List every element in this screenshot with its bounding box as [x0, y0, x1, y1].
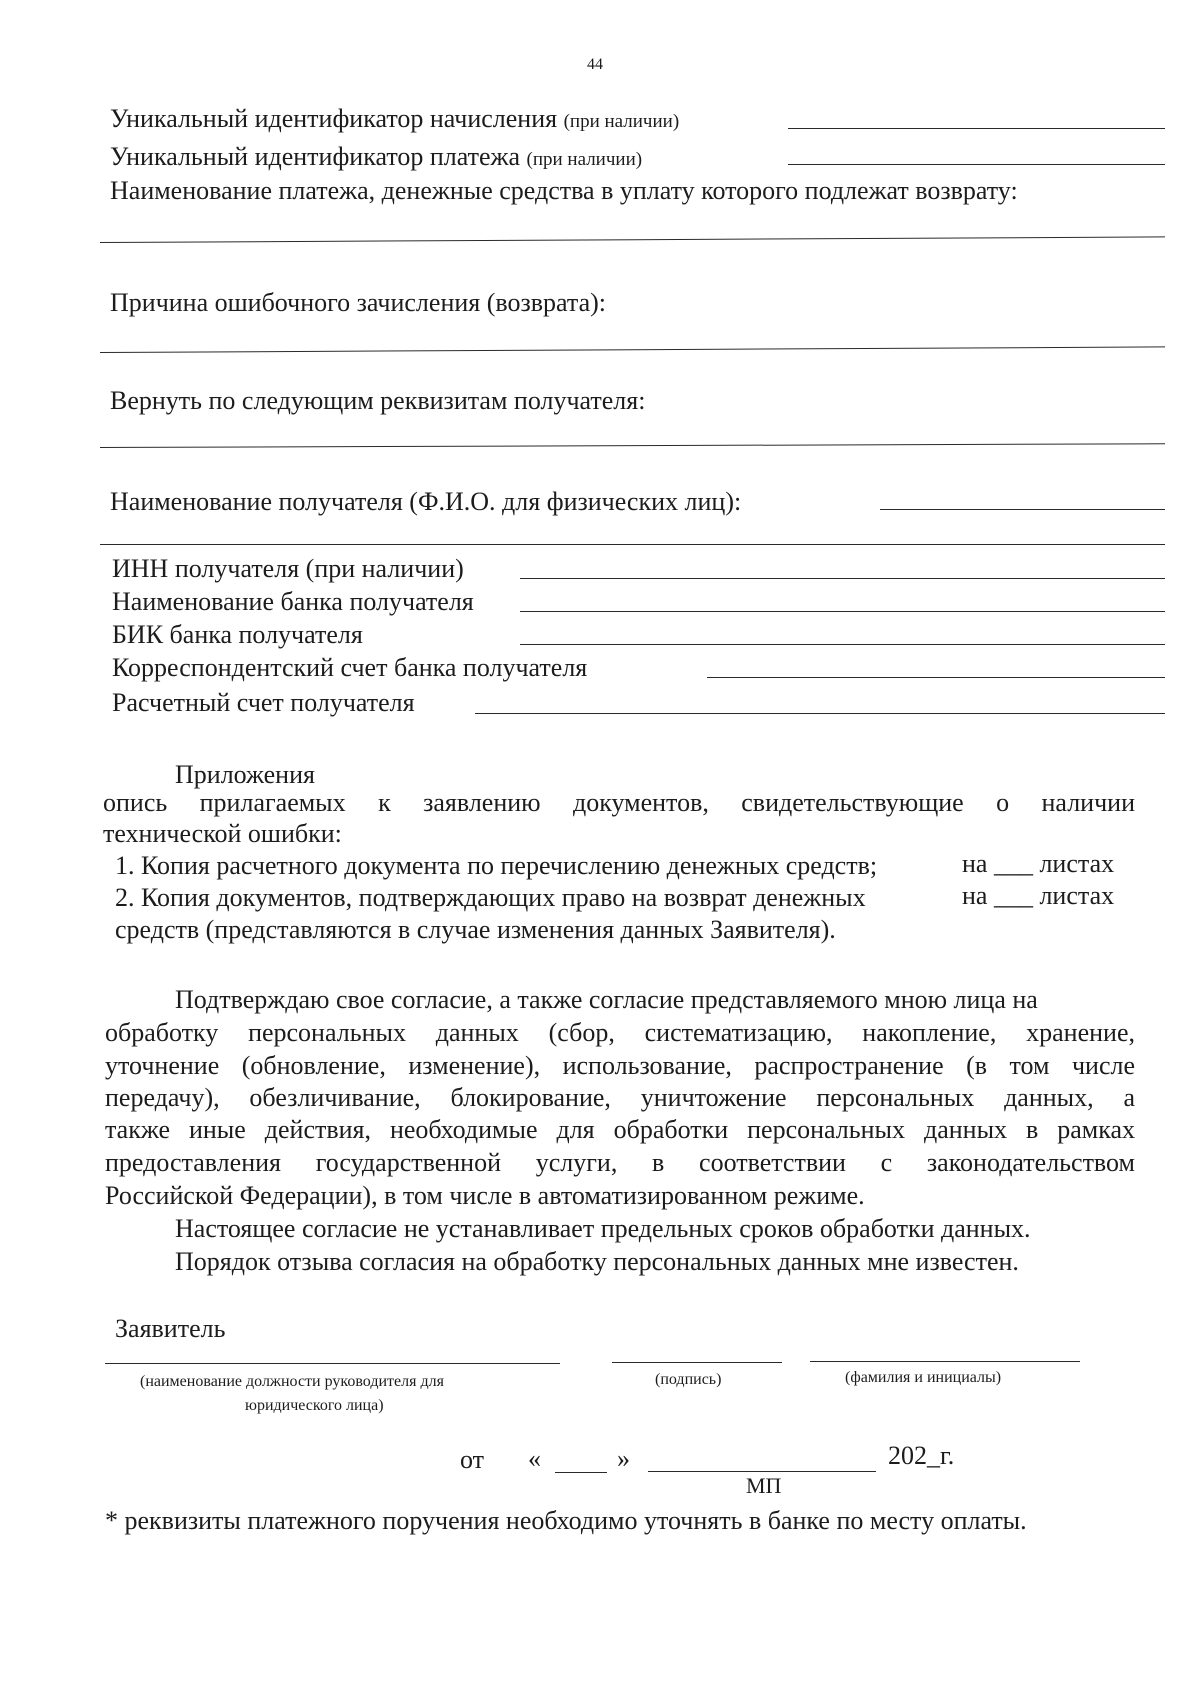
bank-name-label: Наименование банка получателя: [112, 587, 474, 616]
date-month-field[interactable]: [648, 1471, 876, 1472]
consent-line: предоставления государственной услуги, в соответствии с законодательством: [105, 1148, 1135, 1177]
payment-id-label: [110, 144, 642, 170]
inn-label: ИНН получателя (при наличии): [112, 554, 464, 583]
name-caption: (фамилия и инициалы): [845, 1369, 1002, 1386]
applicant-label: Заявитель: [115, 1314, 226, 1343]
recipient-name-label: Наименование получателя (Ф.И.О. для физических лиц):: [110, 487, 742, 516]
attachment-item-1: 1. Копия расчетного документа по перечислению денежных средств;: [115, 851, 878, 880]
attachments-intro-line2: технической ошибки:: [103, 819, 342, 848]
recipient-name-field-continued[interactable]: [100, 544, 1165, 545]
consent-line: передачу), обезличивание, блокирование, уничтожение персональных данных, а: [105, 1083, 1135, 1112]
settlement-account-label: Расчетный счет получателя: [112, 688, 415, 717]
accrual-id-note: (при наличии): [563, 111, 680, 132]
position-caption-line2: юридического лица): [245, 1397, 384, 1414]
payment-name-field[interactable]: [100, 236, 1165, 243]
correspondent-account-field[interactable]: [707, 677, 1165, 678]
attachment-item-2-sheets: на ___ листах: [962, 881, 1115, 910]
bank-name-field[interactable]: [520, 611, 1165, 612]
consent-withdrawal: Порядок отзыва согласия на обработку персональных данных мне известен.: [175, 1247, 1019, 1276]
applicant-signature-field[interactable]: [612, 1362, 782, 1363]
return-label: Вернуть по следующим реквизитам получателя:: [110, 386, 646, 415]
position-caption-line1: (наименование должности руководителя для: [140, 1373, 444, 1390]
accrual-id-text: Уникальный идентификатор начисления: [110, 104, 558, 133]
reason-label: Причина ошибочного зачисления (возврата):: [110, 288, 607, 317]
return-field[interactable]: [100, 443, 1165, 448]
recipient-name-field[interactable]: [880, 509, 1165, 510]
signature-caption: (подпись): [655, 1371, 722, 1388]
bik-label: БИК банка получателя: [112, 620, 363, 649]
payment-id-field[interactable]: [788, 164, 1165, 165]
page-number: 44: [587, 56, 603, 73]
attachment-item-1-sheets: на ___ листах: [962, 849, 1115, 878]
bik-field[interactable]: [520, 644, 1165, 645]
attachments-intro-line1: опись прилагаемых к заявлению документов, свидетельствующие о наличии: [103, 788, 1135, 817]
payment-id-note: (при наличии): [526, 149, 643, 170]
consent-line: обработку персональных данных (сбор, систематизацию, накопление, хранение,: [105, 1018, 1135, 1047]
stamp-label: МП: [746, 1473, 782, 1498]
consent-line: уточнение (обновление, изменение), использование, распространение (в том числе: [105, 1051, 1135, 1080]
inn-field[interactable]: [520, 578, 1165, 579]
attachment-item-2-line1: 2. Копия документов, подтверждающих право на возврат денежных: [115, 883, 866, 912]
date-quote-open: «: [528, 1444, 541, 1473]
reason-field[interactable]: [100, 346, 1165, 353]
date-year: 202_г.: [888, 1441, 955, 1470]
date-from: от: [460, 1445, 485, 1474]
consent-line: Подтверждаю свое согласие, а также согласие представляемого мною лица на: [175, 985, 1038, 1014]
payment-id-text: Уникальный идентификатор платежа: [110, 142, 521, 171]
accrual-id-label: [110, 106, 679, 132]
settlement-account-field[interactable]: [475, 713, 1165, 714]
footnote: * реквизиты платежного поручения необходимо уточнять в банке по месту оплаты.: [105, 1506, 1027, 1535]
date-day-field[interactable]: [555, 1472, 607, 1473]
applicant-position-field[interactable]: [105, 1363, 560, 1364]
consent-no-limit: Настоящее согласие не устанавливает предельных сроков обработки данных.: [175, 1214, 1031, 1243]
applicant-name-field[interactable]: [810, 1361, 1080, 1362]
date-quote-close: »: [617, 1444, 630, 1473]
attachment-item-2-line2: средств (представляются в случае изменения данных Заявителя).: [115, 915, 836, 944]
consent-line: Российской Федерации), в том числе в автоматизированном режиме.: [105, 1181, 865, 1210]
payment-name-label: Наименование платежа, денежные средства в уплату которого подлежат возврату:: [110, 176, 1018, 205]
attachments-title: Приложения: [175, 760, 315, 789]
accrual-id-field[interactable]: [788, 128, 1165, 129]
consent-line: также иные действия, необходимые для обработки персональных данных в рамках: [105, 1115, 1135, 1144]
correspondent-account-label: Корреспондентский счет банка получателя: [112, 653, 588, 682]
